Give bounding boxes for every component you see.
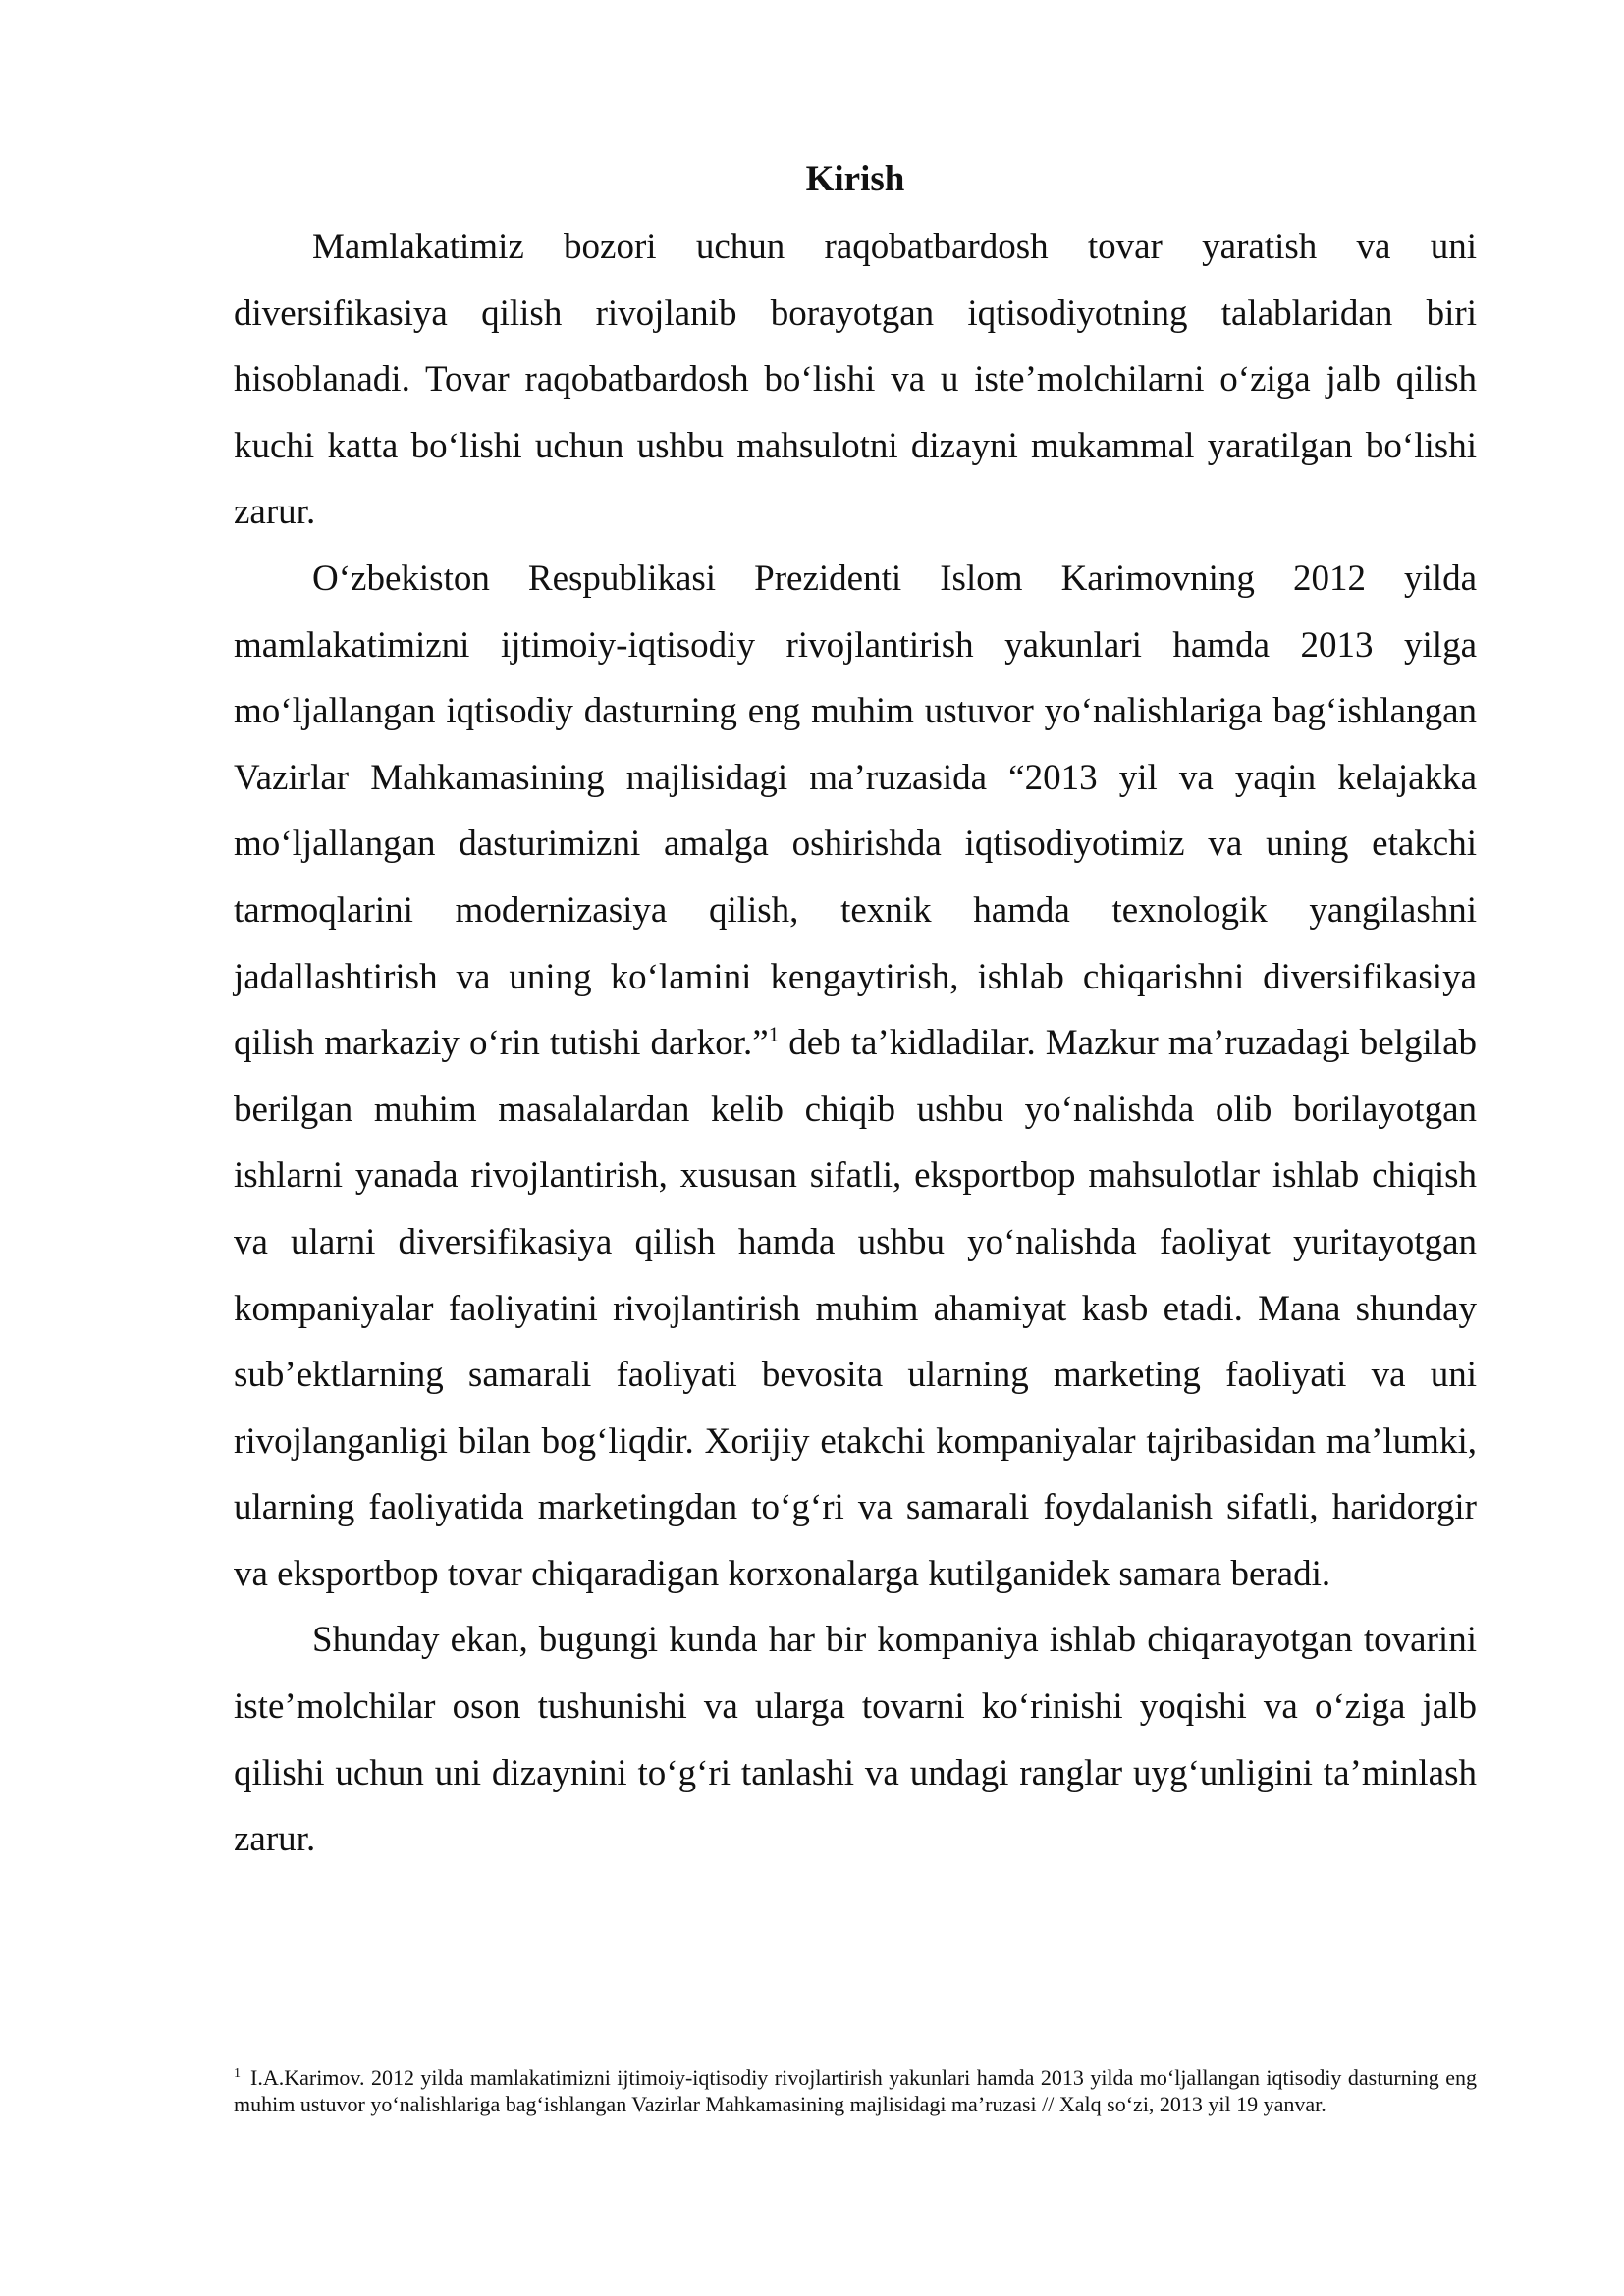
paragraph-quote-text: O‘zbekiston Respublikasi Prezidenti Islom Karimovning 2012 yilda mamlakatimizni ijtimoiy-iqtisodiy rivojlantirish yakunlari hamda 2013 yilga mo‘ljallangan iqtisodiy dasturning eng muhim ustuvor yo‘nalishlariga bag‘ishlangan Vazirlar Mahkamasining majlisidagi ma’ruzasida “2013 yil va yaqin kelajakka mo‘ljallangan dasturimizni amalga oshirishda iqtisodiyotimiz va uning etakchi tarmoqlarini modernizasiya qilish, texnik hamda texnologik yangilashni jadallashtirish va uning ko‘lamini kengaytirish, ishlab chiqarishni diversifikasiya qilish markaziy o‘rin tutishi darkor.” [234,558,1477,1064]
footnote-reference[interactable]: 1 [768,1022,780,1046]
paragraph-intro: Mamlakatimiz bozori uchun raqobatbardosh tovar yaratish va uni diversifikasiya qilish rivojlanib borayotgan iqtisodiyotning talablaridan biri hisoblanadi. Tovar raqobatbardosh bo‘lishi va u iste’molchilarni o‘ziga jalb qilish kuchi katta bo‘lishi uchun ushbu mahsulotni dizayni mukammal yaratilgan bo‘lishi zarur. [234,227,1477,533]
footnote [234,2064,1477,2117]
footnote-text: I.A.Karimov. 2012 yilda mamlakatimizni ijtimoiy-iqtisodiy rivojlartirish yakunlari hamda 2013 yilda mo‘ljallangan iqtisodiy dasturning eng muhim ustuvor yo‘nalishlariga bag‘ishlangan Vazirlar Mahkamasining majlisidagi ma’ruzasi // Xalq so‘zi, 2013 yil 19 yanvar. [234,2065,1477,2116]
paragraph-conclusion: Shunday ekan, bugungi kunda har bir kompaniya ishlab chiqarayotgan tovarini iste’molchilar oson tushunishi va ularga tovarni ko‘rinishi yoqishi va o‘ziga jalb qilishi uchun uni dizaynini to‘g‘ri tanlashi va undagi ranglar uyg‘unligini ta’minlash zarur. [234,1620,1477,1860]
paragraph-president-speech [234,546,1477,1608]
footnote-mark: 1 [234,2065,241,2081]
paragraph-continuation-text: deb ta’kidladilar. Mazkur ma’ruzadagi belgilab berilgan muhim masalalardan kelib chiqib ushbu yo‘nalishda olib borilayotgan ishlarni yanada rivojlantirish, xususan sifatli, eksportbop mahsulotlar ishlab chiqish va ularni diversifikasiya qilish hamda ushbu yo‘nalishda faoliyat yuritayotgan kompaniyalar faoliyatini rivojlantirish muhim ahamiyat kasb etadi. Mana shunday sub’ektlarning samarali faoliyati bevosita ularning marketing faoliyati va uni rivojlanganligi bilan bog‘liqdir. Xorijiy etakchi kompaniyalar tajribasidan ma’lumki, ularning faoliyatida marketingdan to‘g‘ri va samarali foydalanish sifatli, haridorgir va eksportbop tovar chiqaradigan korxonalarga kutilganidek samara beradi. [234,1023,1477,1594]
document-body [234,147,1477,1873]
page-title: Kirish [805,159,905,199]
